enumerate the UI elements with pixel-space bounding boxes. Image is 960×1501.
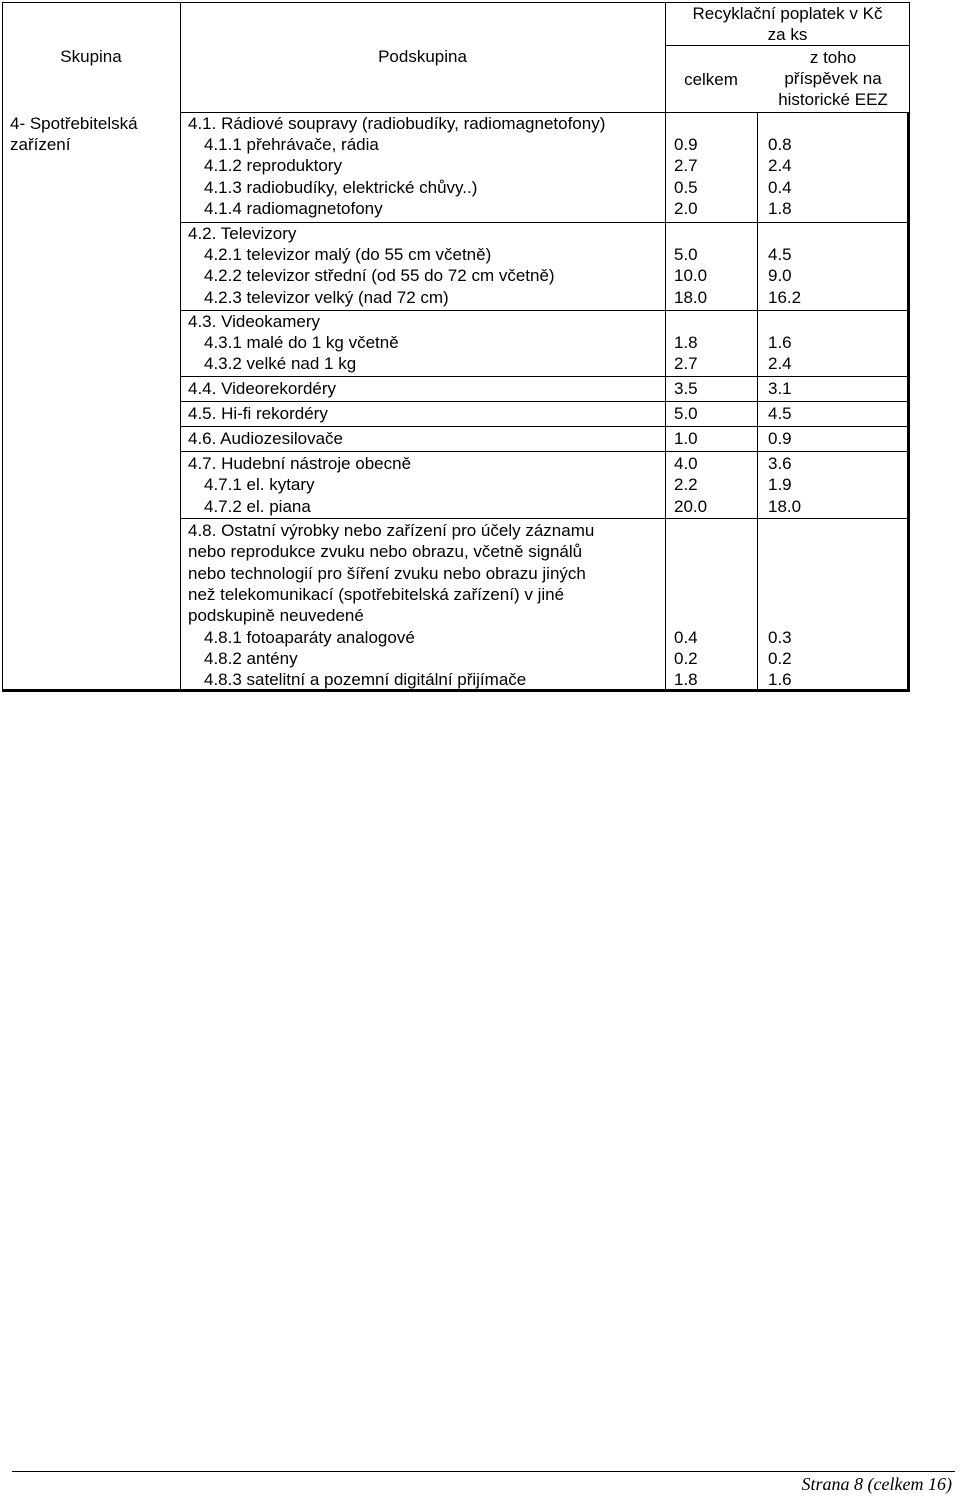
row-label: 4.3. Videokamery: [188, 312, 320, 331]
page-number: Strana 8 (celkem 16): [801, 1474, 952, 1494]
header-ztoho: příspěvek na: [784, 69, 882, 88]
row-ztoho: 2.4: [768, 354, 792, 373]
row-celkem: 1.8: [674, 670, 698, 689]
footer-divider: [12, 1471, 955, 1472]
row-label: nebo technologií pro šíření zvuku nebo obrazu jiných: [188, 564, 586, 583]
col-divider-1: [180, 2, 181, 692]
row-label: nebo reprodukce zvuku nebo obrazu, včetně signálů: [188, 542, 583, 561]
row-celkem: 10.0: [674, 266, 708, 285]
row-label: podskupině neuvedené: [188, 606, 364, 625]
row-ztoho: 9.0: [768, 266, 792, 285]
row-celkem: 1.8: [674, 333, 698, 352]
row-label: 4.1.4 radiomagnetofony: [204, 199, 383, 218]
row-label: 4.2.1 televizor malý (do 55 cm včetně): [204, 245, 492, 264]
row-label: 4.2.3 televizor velký (nad 72 cm): [204, 288, 449, 307]
row-celkem: 0.2: [674, 649, 698, 668]
row-ztoho: 0.3: [768, 628, 792, 647]
row-ztoho: 3.1: [768, 379, 792, 398]
row-ztoho: 1.6: [768, 670, 792, 689]
row-label: 4.2. Televizory: [188, 224, 297, 243]
row-label: 4.8.3 satelitní a pozemní digitální přijímače: [204, 670, 527, 689]
row-celkem: 1.0: [674, 429, 698, 448]
row-label: než telekomunikací (spotřebitelská zařízení) v jiné: [188, 585, 565, 604]
col-divider-3: [757, 112, 758, 692]
header-skupina: Skupina: [60, 47, 122, 66]
row-celkem: 0.5: [674, 178, 698, 197]
row-label: 4.4. Videorekordéry: [188, 379, 337, 398]
row-celkem: 2.0: [674, 199, 698, 218]
row-celkem: 2.7: [674, 354, 698, 373]
row-label: 4.5. Hi-fi rekordéry: [188, 404, 328, 423]
row-label: 4.1.1 přehrávače, rádia: [204, 135, 379, 154]
header-podskupina: Podskupina: [378, 47, 467, 66]
header-fee-unit: za ks: [767, 25, 808, 44]
row-sep: [180, 451, 910, 452]
row-ztoho: 0.4: [768, 178, 792, 197]
row-ztoho: 0.8: [768, 135, 792, 154]
row-sep: [180, 518, 910, 519]
table-right-edge: [907, 112, 910, 692]
row-label: 4.8.1 fotoaparáty analogové: [204, 628, 415, 647]
row-ztoho: 1.8: [768, 199, 792, 218]
header-top-line: [665, 45, 910, 46]
row-celkem: 20.0: [674, 497, 708, 516]
row-celkem: 4.0: [674, 454, 698, 473]
row-label: 4.3.1 malé do 1 kg včetně: [204, 333, 399, 352]
row-sep: [180, 401, 910, 402]
row-ztoho: 0.2: [768, 649, 792, 668]
row-label: 4.8.2 antény: [204, 649, 298, 668]
header-ztoho: historické EEZ: [778, 90, 888, 109]
row-ztoho: 18.0: [768, 497, 802, 516]
row-label: 4.2.2 televizor střední (od 55 do 72 cm včetně): [204, 266, 555, 285]
row-celkem: 0.9: [674, 135, 698, 154]
header-ztoho: z toho: [809, 48, 857, 67]
group-name: 4- Spotřebitelská: [10, 114, 138, 133]
header-celkem: celkem: [684, 70, 738, 89]
row-label: 4.1.3 radiobudíky, elektrické chůvy..): [204, 178, 478, 197]
row-label: 4.3.2 velké nad 1 kg: [204, 354, 357, 373]
row-sep: [180, 426, 910, 427]
row-ztoho: 2.4: [768, 156, 792, 175]
row-label: 4.7.1 el. kytary: [204, 475, 315, 494]
row-celkem: 3.5: [674, 379, 698, 398]
row-ztoho: 1.6: [768, 333, 792, 352]
row-ztoho: 0.9: [768, 429, 792, 448]
row-celkem: 2.2: [674, 475, 698, 494]
row-label: 4.6. Audiozesilovače: [188, 429, 343, 448]
row-celkem: 2.7: [674, 156, 698, 175]
row-label: 4.8. Ostatní výrobky nebo zařízení pro účely záznamu: [188, 521, 595, 540]
row-sep: [180, 376, 910, 377]
row-label: 4.7. Hudební nástroje obecně: [188, 454, 412, 473]
col-divider-2: [665, 2, 666, 692]
row-ztoho: 4.5: [768, 404, 792, 423]
row-ztoho: 1.9: [768, 475, 792, 494]
row-ztoho: 3.6: [768, 454, 792, 473]
row-label: 4.7.2 el. piana: [204, 497, 311, 516]
group-name: zařízení: [10, 135, 71, 154]
row-celkem: 0.4: [674, 628, 698, 647]
row-ztoho: 4.5: [768, 245, 792, 264]
row-celkem: 5.0: [674, 404, 698, 423]
row-label: 4.1. Rádiové soupravy (radiobudíky, radiomagnetofony): [188, 114, 606, 133]
row-ztoho: 16.2: [768, 288, 802, 307]
row-celkem: 18.0: [674, 288, 708, 307]
row-celkem: 5.0: [674, 245, 698, 264]
row-label: 4.1.2 reproduktory: [204, 156, 342, 175]
header-fee-title: Recyklační poplatek v Kč: [692, 4, 883, 23]
